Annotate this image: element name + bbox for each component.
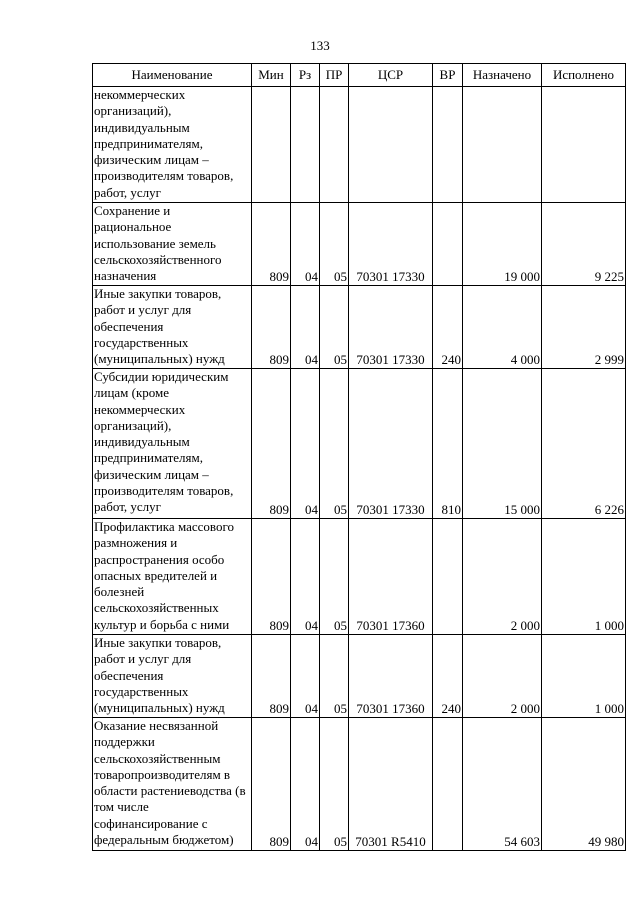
cell-assigned: 2 000 <box>463 635 542 718</box>
cell-assigned <box>463 87 542 203</box>
cell-name: некоммерческих организаций), индивидуальным предпринимателям, физическим лицам – производителям товаров, работ, услуг <box>93 87 252 203</box>
cell-name: Сохранение и рациональное использование земель сельскохозяйственного назначения <box>93 203 252 286</box>
table-row <box>93 718 626 851</box>
cell-min: 809 <box>252 635 291 718</box>
table-row <box>93 203 626 286</box>
cell-csr: 70301 17360 <box>349 519 433 635</box>
cell-executed: 1 000 <box>542 635 626 718</box>
cell-name: Оказание несвязанной поддержки сельскохозяйственным товаропроизводителям в области растениеводства (в том числе софинансирование с федеральным бюджетом) <box>93 718 252 851</box>
cell-rz: 04 <box>291 635 320 718</box>
cell-min: 809 <box>252 519 291 635</box>
cell-csr: 70301 17330 <box>349 203 433 286</box>
cell-assigned: 19 000 <box>463 203 542 286</box>
cell-vr: 240 <box>433 635 463 718</box>
cell-rz: 04 <box>291 718 320 851</box>
cell-min <box>252 87 291 203</box>
cell-rz <box>291 87 320 203</box>
budget-table <box>92 63 626 851</box>
cell-csr: 70301 17330 <box>349 369 433 519</box>
col-header-name: Наименование <box>93 64 252 87</box>
cell-min: 809 <box>252 369 291 519</box>
cell-name: Иные закупки товаров, работ и услуг для обеспечения государственных (муниципальных) нужд <box>93 286 252 369</box>
cell-min: 809 <box>252 203 291 286</box>
cell-pr: 05 <box>320 286 349 369</box>
cell-csr: 70301 17360 <box>349 635 433 718</box>
cell-pr: 05 <box>320 635 349 718</box>
cell-vr <box>433 87 463 203</box>
cell-executed: 9 225 <box>542 203 626 286</box>
page-number: 133 <box>310 38 330 53</box>
cell-executed: 49 980 <box>542 718 626 851</box>
cell-pr: 05 <box>320 203 349 286</box>
cell-name: Профилактика массового размножения и распространения особо опасных вредителей и болезней сельскохозяйственных культур и борьба с ними <box>93 519 252 635</box>
table-row <box>93 286 626 369</box>
cell-executed: 6 226 <box>542 369 626 519</box>
table-row <box>93 369 626 519</box>
cell-vr <box>433 519 463 635</box>
cell-name: Иные закупки товаров, работ и услуг для обеспечения государственных (муниципальных) нужд <box>93 635 252 718</box>
cell-min: 809 <box>252 718 291 851</box>
col-header-executed: Исполнено <box>542 64 626 87</box>
col-header-rz: Рз <box>291 64 320 87</box>
cell-assigned: 4 000 <box>463 286 542 369</box>
col-header-assigned: Назначено <box>463 64 542 87</box>
cell-csr: 70301 17330 <box>349 286 433 369</box>
cell-rz: 04 <box>291 203 320 286</box>
cell-assigned: 15 000 <box>463 369 542 519</box>
cell-vr: 240 <box>433 286 463 369</box>
cell-pr: 05 <box>320 369 349 519</box>
cell-vr <box>433 718 463 851</box>
cell-assigned: 2 000 <box>463 519 542 635</box>
cell-executed: 2 999 <box>542 286 626 369</box>
cell-vr: 810 <box>433 369 463 519</box>
cell-rz: 04 <box>291 519 320 635</box>
cell-executed: 1 000 <box>542 519 626 635</box>
table-row <box>93 519 626 635</box>
cell-executed <box>542 87 626 203</box>
table-row <box>93 635 626 718</box>
col-header-pr: ПР <box>320 64 349 87</box>
cell-assigned: 54 603 <box>463 718 542 851</box>
table-row <box>93 87 626 203</box>
cell-rz: 04 <box>291 286 320 369</box>
cell-min: 809 <box>252 286 291 369</box>
col-header-min: Мин <box>252 64 291 87</box>
col-header-csr: ЦСР <box>349 64 433 87</box>
table-header-row <box>93 64 626 87</box>
cell-pr: 05 <box>320 519 349 635</box>
cell-vr <box>433 203 463 286</box>
cell-name: Субсидии юридическим лицам (кроме некоммерческих организаций), индивидуальным предпринимателям, физическим лицам – производителям товаров, работ, услуг <box>93 369 252 519</box>
cell-csr: 70301 R5410 <box>349 718 433 851</box>
col-header-vr: ВР <box>433 64 463 87</box>
cell-rz: 04 <box>291 369 320 519</box>
cell-pr: 05 <box>320 718 349 851</box>
cell-pr <box>320 87 349 203</box>
cell-csr <box>349 87 433 203</box>
